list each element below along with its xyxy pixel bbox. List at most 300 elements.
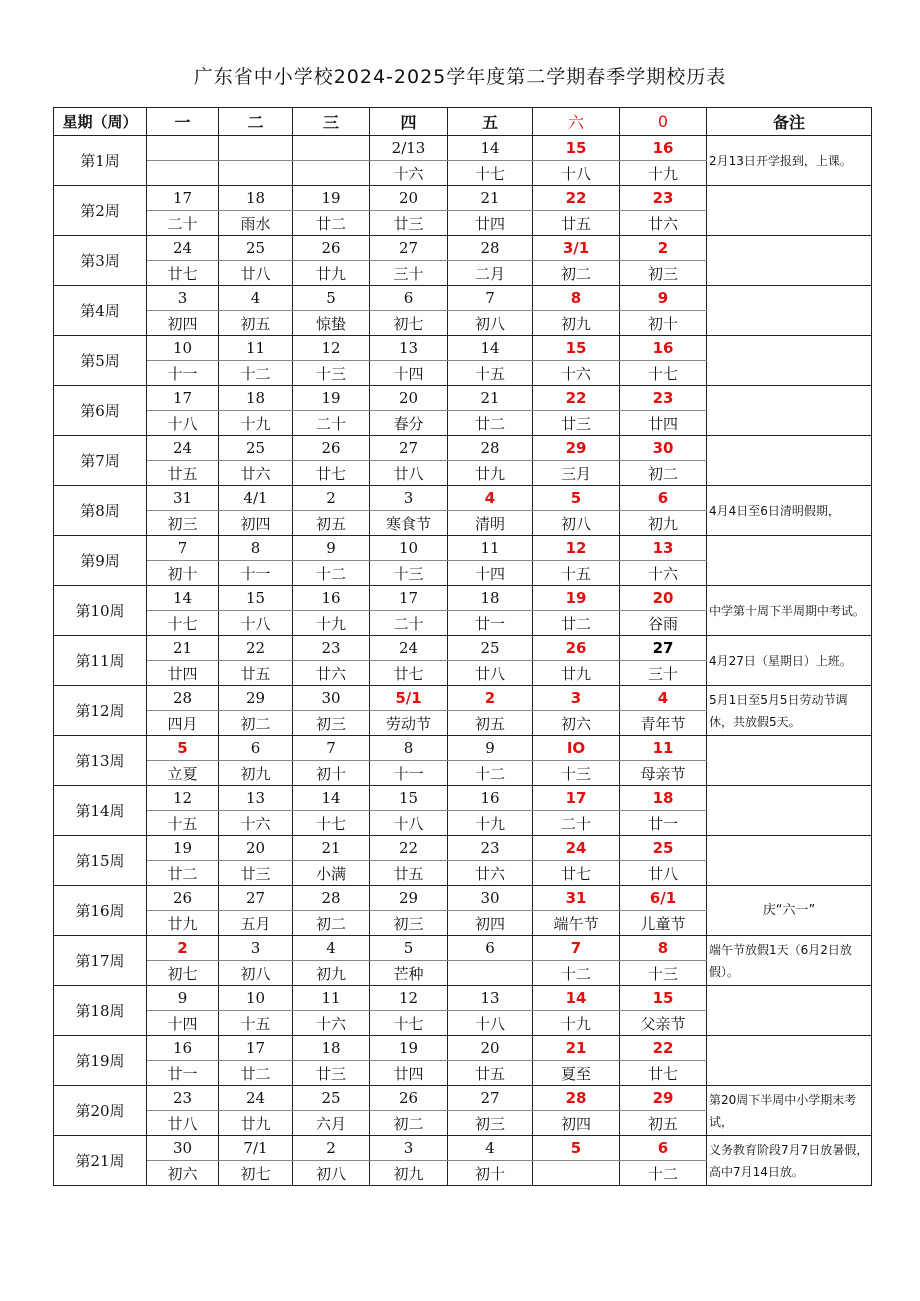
date-cell: 31 xyxy=(533,886,620,911)
lunar-cell: 立夏 xyxy=(147,761,219,786)
lunar-cell: 初六 xyxy=(147,1161,219,1186)
lunar-cell: 初三 xyxy=(370,911,448,936)
date-cell: 22 xyxy=(370,836,448,861)
week-row xyxy=(54,786,872,811)
lunar-cell: 十七 xyxy=(448,161,533,186)
week-row xyxy=(54,1086,872,1111)
lunar-cell: 春分 xyxy=(370,411,448,436)
date-cell: 4/1 xyxy=(219,486,293,511)
lunar-cell: 廿九 xyxy=(147,911,219,936)
remark-cell xyxy=(707,1036,872,1086)
lunar-cell: 廿三 xyxy=(533,411,620,436)
lunar-cell: 廿七 xyxy=(533,861,620,886)
remark-cell: 4月27日（星期日）上班。 xyxy=(707,636,872,686)
lunar-cell: 廿二 xyxy=(293,211,370,236)
remark-cell xyxy=(707,336,872,386)
lunar-cell: 初八 xyxy=(533,511,620,536)
date-cell: 27 xyxy=(370,436,448,461)
date-cell: 2 xyxy=(147,936,219,961)
date-cell: 22 xyxy=(620,1036,707,1061)
lunar-cell: 初八 xyxy=(219,961,293,986)
lunar-cell: 廿八 xyxy=(219,261,293,286)
date-cell: 16 xyxy=(293,586,370,611)
date-cell: 6 xyxy=(620,1136,707,1161)
lunar-cell: 十三 xyxy=(620,961,707,986)
week-label: 第3周 xyxy=(54,236,147,286)
remark-cell xyxy=(707,736,872,786)
date-cell: 15 xyxy=(370,786,448,811)
date-cell: 23 xyxy=(620,386,707,411)
lunar-cell: 廿六 xyxy=(219,461,293,486)
lunar-cell: 十二 xyxy=(620,1161,707,1186)
week-row xyxy=(54,286,872,311)
date-cell: 23 xyxy=(147,1086,219,1111)
lunar-cell: 二十 xyxy=(147,211,219,236)
week-label: 第18周 xyxy=(54,986,147,1036)
date-cell: 28 xyxy=(147,686,219,711)
date-cell: 30 xyxy=(620,436,707,461)
date-cell: 11 xyxy=(293,986,370,1011)
lunar-cell: 廿九 xyxy=(293,261,370,286)
calendar-body xyxy=(54,136,872,1186)
date-cell: 24 xyxy=(147,236,219,261)
date-cell: 10 xyxy=(370,536,448,561)
lunar-cell: 廿六 xyxy=(448,861,533,886)
date-cell: 19 xyxy=(147,836,219,861)
week-label: 第6周 xyxy=(54,386,147,436)
week-row xyxy=(54,736,872,761)
header-row xyxy=(54,108,872,136)
date-cell: 12 xyxy=(293,336,370,361)
date-cell: 14 xyxy=(533,986,620,1011)
date-cell: IO xyxy=(533,736,620,761)
date-cell: 21 xyxy=(448,386,533,411)
date-cell: 6 xyxy=(370,286,448,311)
date-cell: 2 xyxy=(448,686,533,711)
lunar-cell: 初二 xyxy=(219,711,293,736)
lunar-cell: 初二 xyxy=(533,261,620,286)
date-cell: 17 xyxy=(219,1036,293,1061)
date-cell: 11 xyxy=(219,336,293,361)
date-cell: 13 xyxy=(620,536,707,561)
date-cell: 5 xyxy=(147,736,219,761)
lunar-cell: 十三 xyxy=(533,761,620,786)
week-label: 第17周 xyxy=(54,936,147,986)
date-cell: 8 xyxy=(370,736,448,761)
lunar-cell: 谷雨 xyxy=(620,611,707,636)
date-cell: 29 xyxy=(533,436,620,461)
week-label: 第7周 xyxy=(54,436,147,486)
date-cell xyxy=(219,136,293,161)
lunar-cell: 廿四 xyxy=(370,1061,448,1086)
date-cell: 18 xyxy=(293,1036,370,1061)
date-cell: 5 xyxy=(533,1136,620,1161)
lunar-cell: 劳动节 xyxy=(370,711,448,736)
date-cell: 18 xyxy=(448,586,533,611)
date-cell: 19 xyxy=(370,1036,448,1061)
date-cell: 20 xyxy=(370,186,448,211)
lunar-cell: 十二 xyxy=(448,761,533,786)
lunar-cell: 端午节 xyxy=(533,911,620,936)
week-label: 第5周 xyxy=(54,336,147,386)
lunar-cell: 三十 xyxy=(370,261,448,286)
lunar-cell: 初十 xyxy=(293,761,370,786)
week-row xyxy=(54,986,872,1011)
lunar-cell: 十二 xyxy=(293,561,370,586)
date-cell: 23 xyxy=(620,186,707,211)
lunar-cell: 初五 xyxy=(219,311,293,336)
lunar-cell: 二十 xyxy=(370,611,448,636)
lunar-cell: 十七 xyxy=(147,611,219,636)
lunar-cell: 廿六 xyxy=(620,211,707,236)
lunar-cell xyxy=(219,161,293,186)
header-day-sat: 六 xyxy=(533,108,620,136)
lunar-cell: 十三 xyxy=(293,361,370,386)
week-label: 第2周 xyxy=(54,186,147,236)
date-cell: 6 xyxy=(448,936,533,961)
lunar-cell: 十九 xyxy=(620,161,707,186)
lunar-cell: 初九 xyxy=(533,311,620,336)
date-cell: 7 xyxy=(293,736,370,761)
week-row xyxy=(54,136,872,161)
remark-cell: 5月1日至5月5日劳动节调休，共放假5天。 xyxy=(707,686,872,736)
lunar-cell: 十四 xyxy=(147,1011,219,1036)
header-day-thu: 四 xyxy=(370,108,448,136)
remark-cell: 第20周下半周中小学期末考试， xyxy=(707,1086,872,1136)
lunar-cell: 廿七 xyxy=(620,1061,707,1086)
remark-cell: 2月13日开学报到，上课。 xyxy=(707,136,872,186)
remark-cell xyxy=(707,786,872,836)
lunar-cell: 儿童节 xyxy=(620,911,707,936)
week-label: 第20周 xyxy=(54,1086,147,1136)
date-cell: 27 xyxy=(448,1086,533,1111)
lunar-cell: 初七 xyxy=(370,311,448,336)
week-row xyxy=(54,1036,872,1061)
lunar-cell: 十六 xyxy=(370,161,448,186)
lunar-cell: 十九 xyxy=(219,411,293,436)
lunar-cell: 十一 xyxy=(147,361,219,386)
date-cell: 18 xyxy=(219,386,293,411)
date-cell: 30 xyxy=(293,686,370,711)
date-cell: 15 xyxy=(533,136,620,161)
week-row xyxy=(54,936,872,961)
lunar-cell: 廿一 xyxy=(448,611,533,636)
date-cell: 25 xyxy=(219,236,293,261)
lunar-cell: 二十 xyxy=(293,411,370,436)
remark-cell: 义务教育阶段7月7日放暑假，高中7月14日放。 xyxy=(707,1136,872,1186)
lunar-cell: 六月 xyxy=(293,1111,370,1136)
lunar-cell: 廿九 xyxy=(533,661,620,686)
date-cell: 16 xyxy=(448,786,533,811)
remark-cell xyxy=(707,186,872,236)
date-cell: 23 xyxy=(448,836,533,861)
date-cell: 7 xyxy=(448,286,533,311)
lunar-cell: 廿七 xyxy=(293,461,370,486)
date-cell: 26 xyxy=(293,236,370,261)
lunar-cell: 十八 xyxy=(219,611,293,636)
lunar-cell: 三十 xyxy=(620,661,707,686)
date-cell: 22 xyxy=(219,636,293,661)
date-cell: 5/1 xyxy=(370,686,448,711)
lunar-cell: 母亲节 xyxy=(620,761,707,786)
week-row xyxy=(54,436,872,461)
lunar-cell: 惊蛰 xyxy=(293,311,370,336)
lunar-cell: 十五 xyxy=(533,561,620,586)
date-cell: 26 xyxy=(147,886,219,911)
lunar-cell: 初十 xyxy=(147,561,219,586)
lunar-cell: 十八 xyxy=(147,411,219,436)
lunar-cell: 廿九 xyxy=(448,461,533,486)
lunar-cell: 廿二 xyxy=(448,411,533,436)
date-cell: 28 xyxy=(293,886,370,911)
lunar-cell: 初二 xyxy=(620,461,707,486)
date-cell: 4 xyxy=(620,686,707,711)
date-cell: 3 xyxy=(219,936,293,961)
lunar-cell: 初二 xyxy=(370,1111,448,1136)
date-cell: 3/1 xyxy=(533,236,620,261)
date-cell: 11 xyxy=(620,736,707,761)
date-cell: 17 xyxy=(370,586,448,611)
date-cell: 16 xyxy=(620,336,707,361)
lunar-cell: 十七 xyxy=(293,811,370,836)
lunar-cell: 十七 xyxy=(370,1011,448,1036)
week-row xyxy=(54,486,872,511)
remark-cell: 端午节放假1天（6月2日放假）。 xyxy=(707,936,872,986)
date-cell: 23 xyxy=(293,636,370,661)
date-cell: 30 xyxy=(448,886,533,911)
date-cell: 28 xyxy=(448,436,533,461)
date-cell: 9 xyxy=(448,736,533,761)
lunar-cell: 廿三 xyxy=(219,861,293,886)
week-row xyxy=(54,1136,872,1161)
lunar-cell: 寒食节 xyxy=(370,511,448,536)
date-cell: 2/13 xyxy=(370,136,448,161)
week-label: 第4周 xyxy=(54,286,147,336)
date-cell: 20 xyxy=(620,586,707,611)
lunar-cell: 初九 xyxy=(370,1161,448,1186)
date-cell: 22 xyxy=(533,186,620,211)
date-cell: 10 xyxy=(219,986,293,1011)
week-label: 第12周 xyxy=(54,686,147,736)
date-cell: 6 xyxy=(620,486,707,511)
date-cell xyxy=(293,136,370,161)
lunar-cell: 初四 xyxy=(219,511,293,536)
date-cell: 8 xyxy=(533,286,620,311)
lunar-cell: 清明 xyxy=(448,511,533,536)
date-cell: 11 xyxy=(448,536,533,561)
lunar-cell: 十八 xyxy=(448,1011,533,1036)
lunar-cell xyxy=(533,1161,620,1186)
lunar-cell: 初三 xyxy=(448,1111,533,1136)
lunar-cell: 廿五 xyxy=(370,861,448,886)
date-cell: 6/1 xyxy=(620,886,707,911)
lunar-cell: 廿八 xyxy=(448,661,533,686)
date-cell: 12 xyxy=(533,536,620,561)
date-cell: 18 xyxy=(620,786,707,811)
date-cell: 4 xyxy=(293,936,370,961)
lunar-cell: 十一 xyxy=(219,561,293,586)
lunar-cell: 初九 xyxy=(219,761,293,786)
date-cell: 8 xyxy=(620,936,707,961)
date-cell: 26 xyxy=(293,436,370,461)
date-cell: 26 xyxy=(370,1086,448,1111)
lunar-cell: 芒种 xyxy=(370,961,448,986)
date-cell: 2 xyxy=(293,486,370,511)
remark-cell: 中学第十周下半周期中考试。 xyxy=(707,586,872,636)
date-cell: 29 xyxy=(219,686,293,711)
week-row xyxy=(54,336,872,361)
week-row xyxy=(54,536,872,561)
lunar-cell: 十八 xyxy=(533,161,620,186)
week-label: 第11周 xyxy=(54,636,147,686)
date-cell: 4 xyxy=(448,1136,533,1161)
week-label: 第19周 xyxy=(54,1036,147,1086)
lunar-cell: 十六 xyxy=(219,811,293,836)
lunar-cell: 初七 xyxy=(219,1161,293,1186)
week-label: 第1周 xyxy=(54,136,147,186)
date-cell: 17 xyxy=(147,386,219,411)
date-cell: 21 xyxy=(448,186,533,211)
date-cell: 25 xyxy=(219,436,293,461)
lunar-cell: 廿六 xyxy=(293,661,370,686)
lunar-cell: 十四 xyxy=(448,561,533,586)
lunar-cell: 廿八 xyxy=(370,461,448,486)
page-title: 广东省中小学校2024-2025学年度第二学期春季学期校历表 xyxy=(193,66,727,88)
date-cell: 10 xyxy=(147,336,219,361)
date-cell: 25 xyxy=(448,636,533,661)
date-cell: 7 xyxy=(147,536,219,561)
lunar-cell: 十一 xyxy=(370,761,448,786)
week-label: 第13周 xyxy=(54,736,147,786)
date-cell: 27 xyxy=(620,636,707,661)
date-cell: 21 xyxy=(533,1036,620,1061)
date-cell: 16 xyxy=(620,136,707,161)
date-cell: 13 xyxy=(448,986,533,1011)
date-cell: 7/1 xyxy=(219,1136,293,1161)
remark-cell xyxy=(707,386,872,436)
lunar-cell: 廿九 xyxy=(219,1111,293,1136)
date-cell: 8 xyxy=(219,536,293,561)
lunar-cell: 初十 xyxy=(620,311,707,336)
date-cell: 7 xyxy=(533,936,620,961)
header-day-tue: 二 xyxy=(219,108,293,136)
date-cell: 24 xyxy=(533,836,620,861)
week-label: 第10周 xyxy=(54,586,147,636)
date-cell xyxy=(147,136,219,161)
lunar-cell: 十六 xyxy=(533,361,620,386)
lunar-cell: 初五 xyxy=(293,511,370,536)
header-week: 星期（周） xyxy=(54,108,147,136)
date-cell: 26 xyxy=(533,636,620,661)
week-label: 第15周 xyxy=(54,836,147,886)
lunar-cell: 廿七 xyxy=(147,261,219,286)
date-cell: 3 xyxy=(533,686,620,711)
date-cell: 14 xyxy=(448,136,533,161)
date-cell: 3 xyxy=(147,286,219,311)
lunar-cell: 十九 xyxy=(293,611,370,636)
date-cell: 17 xyxy=(533,786,620,811)
lunar-cell: 初四 xyxy=(448,911,533,936)
lunar-cell: 初三 xyxy=(293,711,370,736)
date-cell: 25 xyxy=(620,836,707,861)
date-cell: 27 xyxy=(219,886,293,911)
lunar-cell: 十五 xyxy=(448,361,533,386)
lunar-cell: 廿四 xyxy=(620,411,707,436)
date-cell: 3 xyxy=(370,486,448,511)
lunar-cell: 初八 xyxy=(293,1161,370,1186)
lunar-cell: 初四 xyxy=(533,1111,620,1136)
date-cell: 28 xyxy=(533,1086,620,1111)
lunar-cell: 廿五 xyxy=(219,661,293,686)
date-cell: 24 xyxy=(370,636,448,661)
remark-cell: 4月4日至6日清明假期， xyxy=(707,486,872,536)
week-row xyxy=(54,186,872,211)
lunar-cell: 三月 xyxy=(533,461,620,486)
date-cell: 14 xyxy=(293,786,370,811)
date-cell: 16 xyxy=(147,1036,219,1061)
lunar-cell: 廿一 xyxy=(620,811,707,836)
lunar-cell xyxy=(293,161,370,186)
lunar-cell xyxy=(147,161,219,186)
lunar-cell: 初三 xyxy=(147,511,219,536)
lunar-cell: 十三 xyxy=(370,561,448,586)
date-cell: 5 xyxy=(533,486,620,511)
calendar-table xyxy=(53,107,872,1186)
lunar-cell: 雨水 xyxy=(219,211,293,236)
date-cell: 24 xyxy=(219,1086,293,1111)
remark-cell xyxy=(707,236,872,286)
header-day-wed: 三 xyxy=(293,108,370,136)
week-row xyxy=(54,386,872,411)
date-cell: 5 xyxy=(293,286,370,311)
lunar-cell: 初五 xyxy=(620,1111,707,1136)
lunar-cell: 十四 xyxy=(370,361,448,386)
week-row xyxy=(54,886,872,911)
week-row xyxy=(54,836,872,861)
lunar-cell: 十二 xyxy=(219,361,293,386)
lunar-cell: 初二 xyxy=(293,911,370,936)
week-row xyxy=(54,236,872,261)
date-cell: 2 xyxy=(293,1136,370,1161)
date-cell: 30 xyxy=(147,1136,219,1161)
lunar-cell: 初七 xyxy=(147,961,219,986)
date-cell: 29 xyxy=(370,886,448,911)
date-cell: 4 xyxy=(219,286,293,311)
date-cell: 24 xyxy=(147,436,219,461)
lunar-cell: 十五 xyxy=(147,811,219,836)
date-cell: 20 xyxy=(219,836,293,861)
date-cell: 13 xyxy=(219,786,293,811)
date-cell: 25 xyxy=(293,1086,370,1111)
week-label: 第21周 xyxy=(54,1136,147,1186)
lunar-cell: 廿三 xyxy=(370,211,448,236)
date-cell: 9 xyxy=(620,286,707,311)
lunar-cell: 十九 xyxy=(448,811,533,836)
header-remark: 备注 xyxy=(707,108,872,136)
date-cell: 18 xyxy=(219,186,293,211)
lunar-cell: 二月 xyxy=(448,261,533,286)
lunar-cell: 五月 xyxy=(219,911,293,936)
remark-cell xyxy=(707,536,872,586)
lunar-cell: 初五 xyxy=(448,711,533,736)
lunar-cell: 廿八 xyxy=(147,1111,219,1136)
remark-cell: 庆“六一” xyxy=(707,886,872,936)
date-cell: 29 xyxy=(620,1086,707,1111)
week-label: 第8周 xyxy=(54,486,147,536)
week-row xyxy=(54,636,872,661)
date-cell: 19 xyxy=(293,386,370,411)
date-cell: 9 xyxy=(293,536,370,561)
